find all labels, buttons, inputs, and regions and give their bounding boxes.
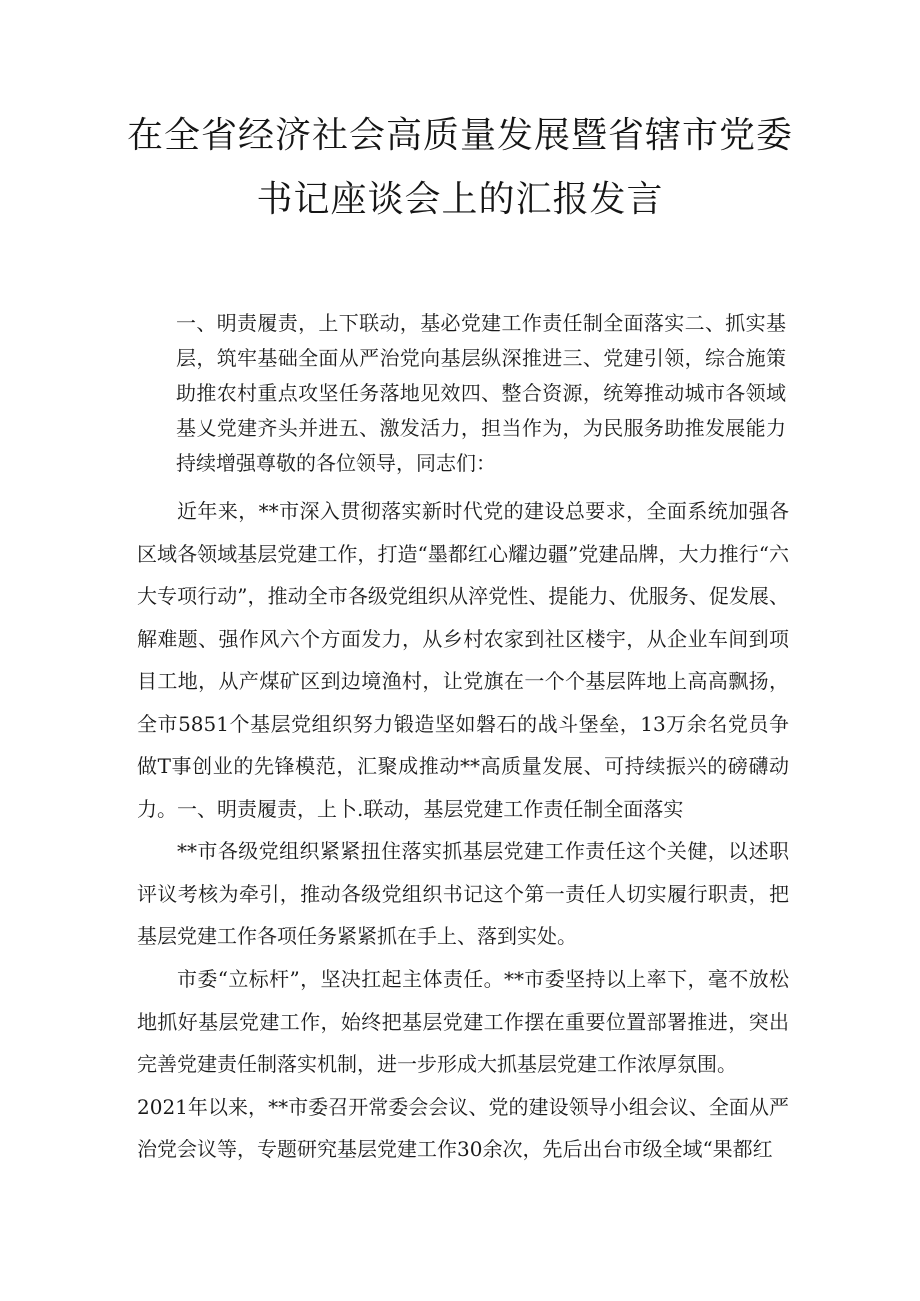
section-heading: 一、明责履责，上卜.联动，基层党建工作责任制全面落实 (177, 797, 684, 821)
document-title-line-1: 在全省经济社会高质量发展暨省辖市党委 (126, 115, 793, 156)
body-paragraph-group (137, 958, 789, 1171)
body-paragraph-continued: 2021年以来，**市委召开常委会会议、党的建设领导小组会议、全面从严治党会议等，专题研究基层党建工作30余次，先后出台市级全域“果都红 (137, 1094, 789, 1161)
body-paragraph: **市各级党组织紧紧扭住落实抓基层党建工作责任这个关健，以述职评议考核为牵引，推动各级党组织书记这个第一责任人切实履行职责，把基层党建工作各项任务紧紧抓在手上、落到实处。 (137, 839, 789, 948)
table-of-contents-paragraph: 一、明责履责，上下联动，基必党建工作责任制全面落实二、抓实基层，筑牢基础全面从严治党向基层纵深推进三、党建引领，综合施策助推农村重点攻坚任务落地见效四、整合资源，统筹推动城市各领域基乂党建齐头并进五、激发活力，担当作为，为民服务助推发展能力持续增强尊敬的各位领导，同志们： (176, 311, 786, 475)
intro-paragraph: 近年来，**市深入贯彻落实新时代党的建设总要求，全面系统加强各区域各领域基层党建工作，打造“墨都红心耀边疆”党建品牌，大力推行“六大专项行动”，推动全市各级党组织从淬党性、提能力、优服务、促发展、解难题、强作风六个方面发力，从乡村农家到社区楼宇，从企业车间到项目工地，从产煤矿区到边境渔村，让党旗在一个个基层阵地上高高飘扬，全市5851个基层党组织努力锻造坚如磐石的战斗堡垒，13万余名党员争做T事创业的先锋模范，汇聚成推动**高质量发展、可持续振兴的磅礴动力。 (137, 499, 789, 821)
document-title-line-2: 书记座谈会上的汇报发言 (256, 179, 664, 220)
body-paragraph: 市委“立标杆”，坚决扛起主体责任。**市委坚持以上率下，毫不放松地抓好基层党建工作，始终把基层党建工作摆在重要位置部署推进，突出完善党建责任制落实机制，进一步形成大抓基层党建工作浓厚氛围。 (137, 967, 789, 1076)
